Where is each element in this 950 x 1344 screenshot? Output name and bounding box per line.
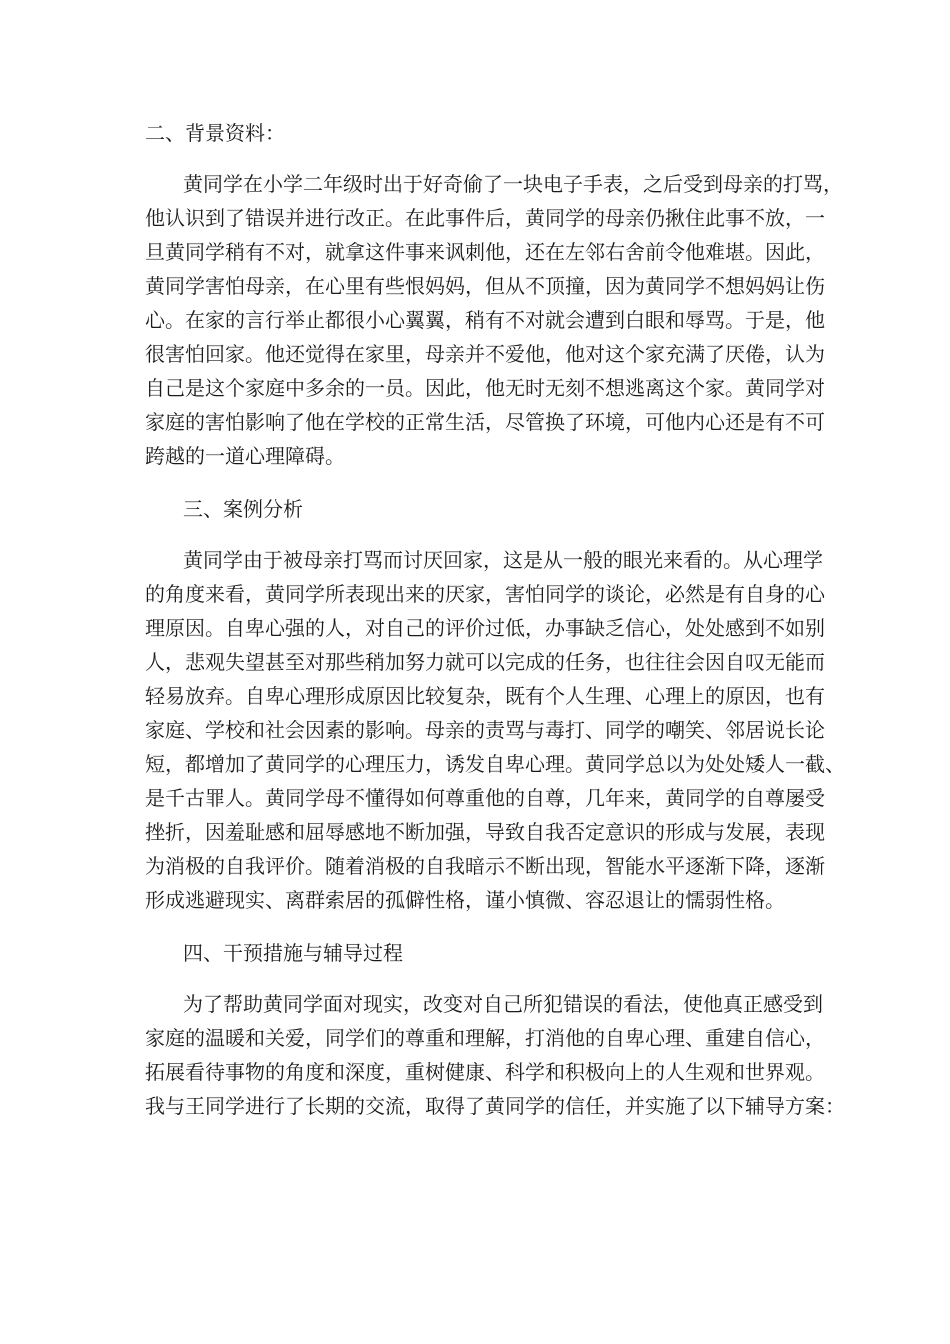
text-line: 轻易放弃。自卑心理形成原因比较复杂，既有个人生理、心理上的原因，也有 bbox=[145, 684, 825, 708]
text-line: 很害怕回家。他还觉得在家里，母亲并不爱他，他对这个家充满了厌倦，认为 bbox=[145, 342, 825, 366]
section-heading-intervention: 四、干预措施与辅导过程 bbox=[183, 941, 403, 965]
document-body bbox=[145, 116, 845, 1142]
paragraph-background bbox=[145, 167, 843, 473]
text-line: 旦黄同学稍有不对，就拿这件事来讽刺他，还在左邻右舍前令他难堪。因此， bbox=[145, 240, 825, 264]
text-line: 形成逃避现实、离群索居的孤僻性格，谨小慎微、容忍退让的懦弱性格。 bbox=[145, 888, 785, 912]
text-line: 自己是这个家庭中多余的一员。因此，他无时无刻不想逃离这个家。黄同学对 bbox=[145, 376, 825, 400]
text-line: 为了帮助黄同学面对现实，改变对自己所犯错误的看法，使他真正感受到 bbox=[183, 992, 823, 1016]
text-line: 理原因。自卑心强的人，对自己的评价过低，办事缺乏信心，处处感到不如别 bbox=[145, 616, 825, 640]
text-line: 家庭的害怕影响了他在学校的正常生活，尽管换了环境，可他内心还是有不可 bbox=[145, 410, 825, 434]
paragraph-case-analysis bbox=[145, 543, 845, 917]
text-line: 的角度来看，黄同学所表现出来的厌家，害怕同学的谈论，必然是有自身的心 bbox=[145, 582, 825, 606]
text-line: 跨越的一道心理障碍。 bbox=[145, 444, 345, 468]
text-line: 黄同学由于被母亲打骂而讨厌回家，这是从一般的眼光来看的。从心理学 bbox=[183, 548, 823, 572]
text-line: 是千古罪人。黄同学母不懂得如何尊重他的自尊，几年来，黄同学的自尊屡受 bbox=[145, 786, 825, 810]
text-line: 心。在家的言行举止都很小心翼翼，稍有不对就会遭到白眼和辱骂。于是，他 bbox=[145, 308, 825, 332]
section-heading-case-analysis: 三、案例分析 bbox=[183, 497, 303, 521]
text-line: 黄同学在小学二年级时出于好奇偷了一块电子手表，之后受到母亲的打骂， bbox=[183, 172, 843, 196]
text-line: 家庭的温暖和关爱，同学们的尊重和理解，打消他的自卑心理、重建自信心， bbox=[145, 1026, 825, 1050]
text-line: 他认识到了错误并进行改正。在此事件后，黄同学的母亲仍揪住此事不放，一 bbox=[145, 206, 825, 230]
text-line: 家庭、学校和社会因素的影响。母亲的责骂与毒打、同学的嘲笑、邻居说长论 bbox=[145, 718, 825, 742]
section-heading-background: 二、背景资料： bbox=[145, 121, 285, 145]
text-line: 我与王同学进行了长期的交流，取得了黄同学的信任，并实施了以下辅导方案： bbox=[145, 1094, 845, 1118]
text-line: 挫折，因羞耻感和屈辱感地不断加强，导致自我否定意识的形成与发展，表现 bbox=[145, 820, 825, 844]
text-line: 拓展看待事物的角度和深度，重树健康、科学和积极向上的人生观和世界观。 bbox=[145, 1060, 825, 1084]
text-line: 短，都增加了黄同学的心理压力，诱发自卑心理。黄同学总以为处处矮人一截、 bbox=[145, 752, 845, 776]
text-line: 为消极的自我评价。随着消极的自我暗示不断出现，智能水平逐渐下降，逐渐 bbox=[145, 854, 825, 878]
text-line: 黄同学害怕母亲，在心里有些恨妈妈，但从不顶撞，因为黄同学不想妈妈让伤 bbox=[145, 274, 825, 298]
paragraph-intervention bbox=[145, 987, 845, 1123]
text-line: 人，悲观失望甚至对那些稍加努力就可以完成的任务，也往往会因自叹无能而 bbox=[145, 650, 825, 674]
